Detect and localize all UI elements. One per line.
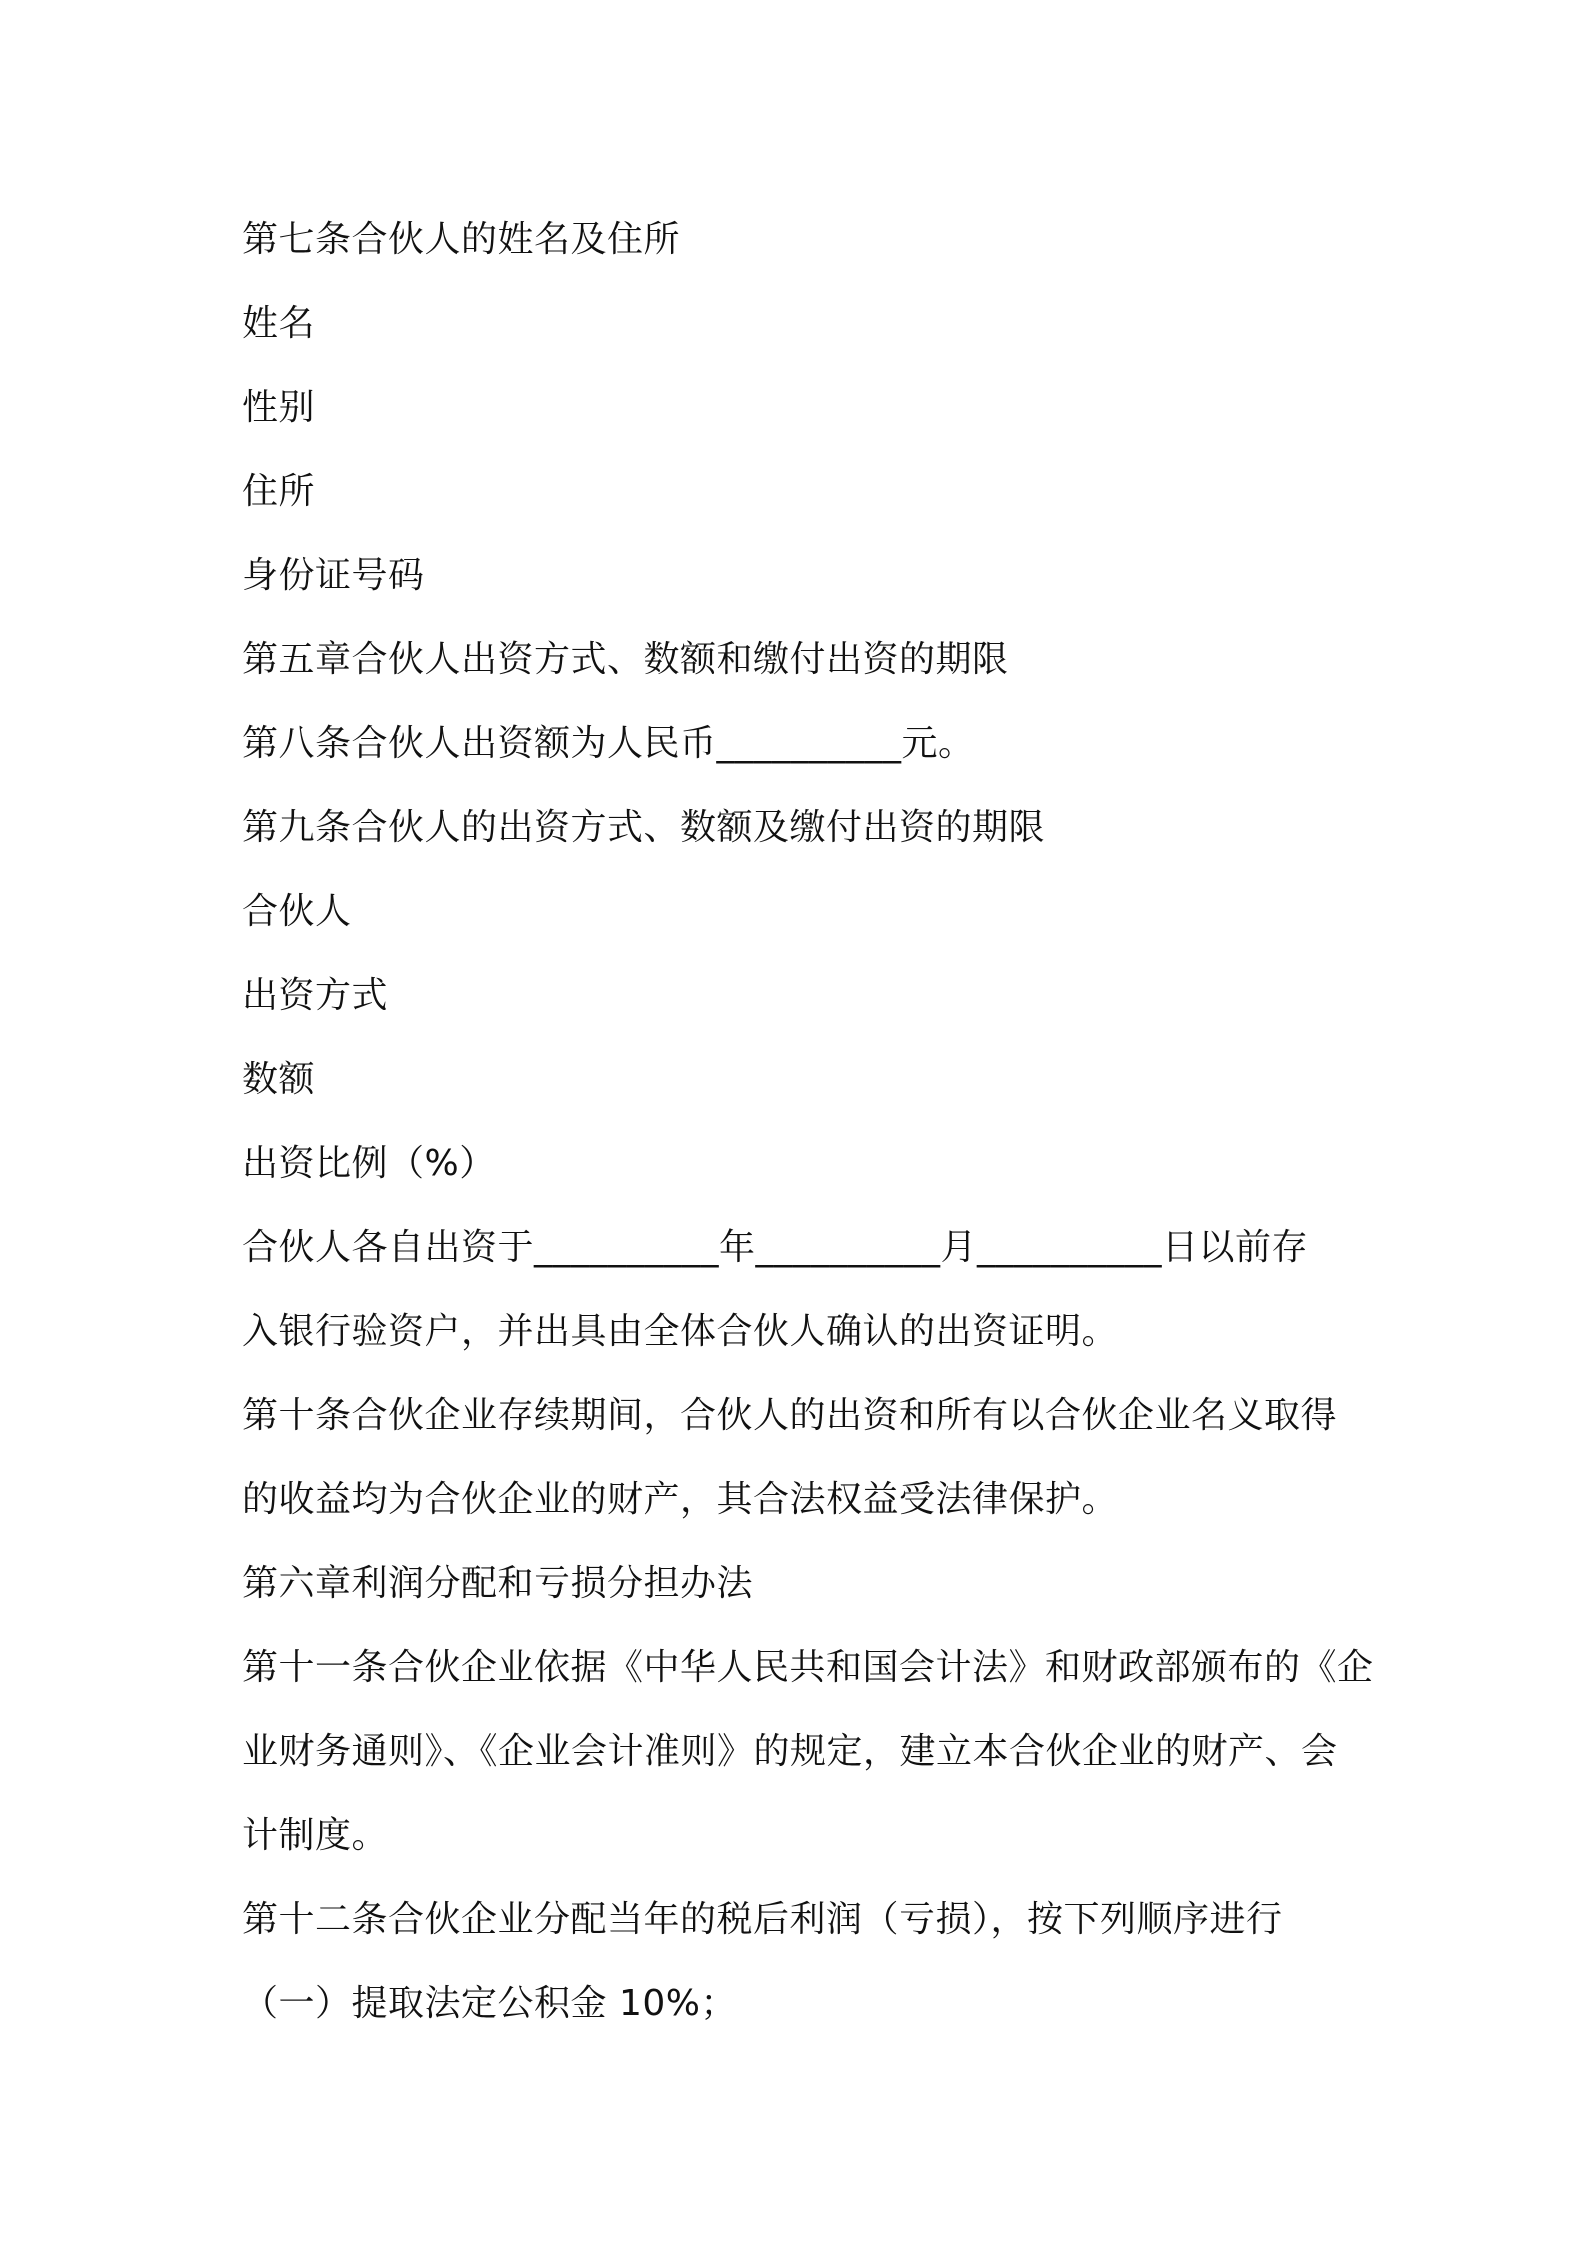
contribution-deadline-text: 合伙人各自出资于__________年__________月__________日以前存 — [242, 1227, 1309, 1268]
article-8-text: 第八条合伙人出资额为人民币__________元。 — [242, 723, 975, 764]
field-id-number-label: 身份证号码 — [242, 555, 425, 596]
field-contribution-ratio-label: 出资比例（%） — [242, 1143, 496, 1184]
contribution-deadline-text-cont: 入银行验资户，并出具由全体合伙人确认的出资证明。 — [242, 1311, 1119, 1352]
article-10-text-cont: 的收益均为合伙企业的财产，其合法权益受法律保护。 — [242, 1479, 1119, 1520]
field-partner-label: 合伙人 — [242, 891, 352, 932]
article-11-text: 第十一条合伙企业依据《中华人民共和国会计法》和财政部颁布的《企 — [242, 1647, 1374, 1688]
article-10-text: 第十条合伙企业存续期间，合伙人的出资和所有以合伙企业名义取得 — [242, 1395, 1338, 1436]
article-7-heading: 第七条合伙人的姓名及住所 — [242, 219, 681, 260]
chapter-5-heading: 第五章合伙人出资方式、数额和缴付出资的期限 — [242, 639, 1009, 680]
article-9-heading: 第九条合伙人的出资方式、数额及缴付出资的期限 — [242, 807, 1046, 848]
field-gender-label: 性别 — [242, 387, 316, 428]
field-amount-label: 数额 — [242, 1059, 316, 1100]
article-12-text: 第十二条合伙企业分配当年的税后利润（亏损），按下列顺序进行 — [242, 1899, 1283, 1940]
field-address-label: 住所 — [242, 471, 316, 512]
article-12-item-1: （一）提取法定公积金 10%； — [242, 1983, 737, 2024]
field-name-label: 姓名 — [242, 303, 316, 344]
article-11-text-cont: 业财务通则》、《企业会计准则》的规定，建立本合伙企业的财产、会 — [242, 1731, 1338, 1772]
article-11-text-end: 计制度。 — [242, 1815, 389, 1856]
field-contribution-method-label: 出资方式 — [242, 975, 389, 1016]
document-body — [242, 198, 1374, 2046]
chapter-6-heading: 第六章利润分配和亏损分担办法 — [242, 1563, 754, 1604]
